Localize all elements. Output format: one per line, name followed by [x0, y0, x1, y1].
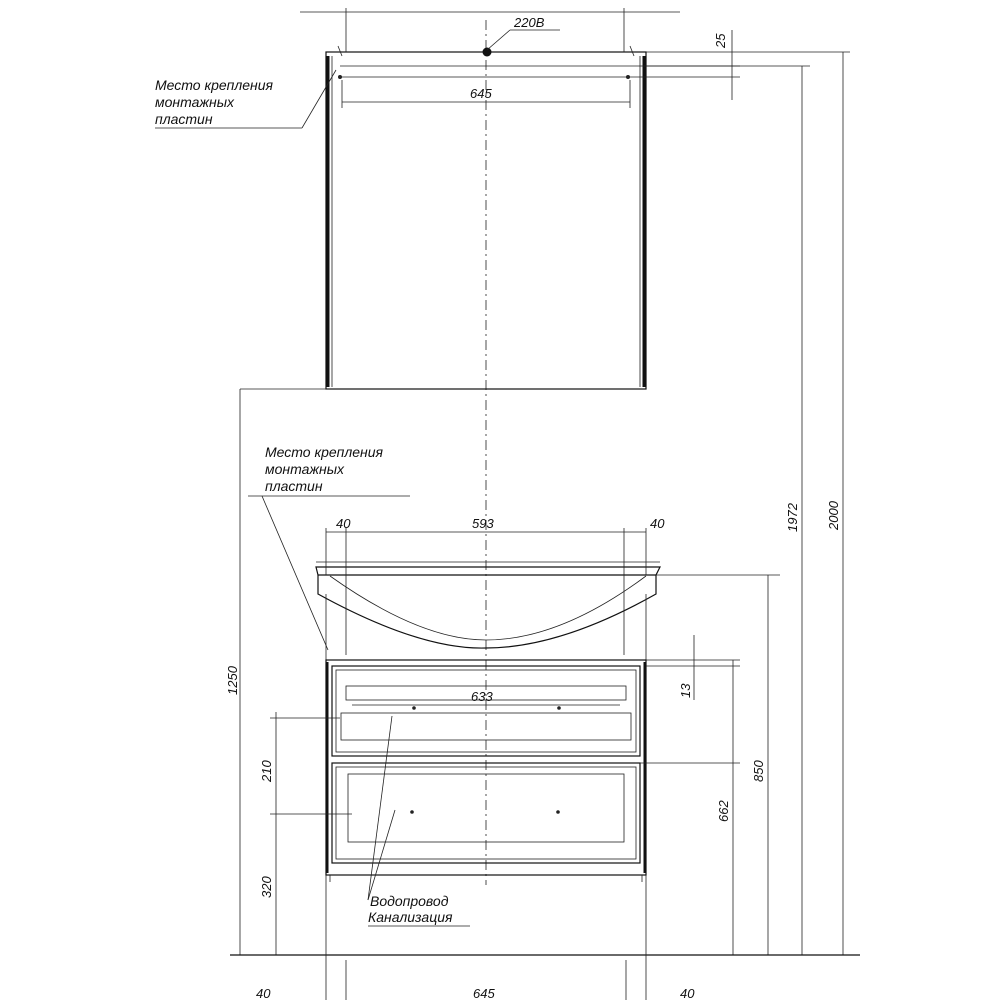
dim-drain-320: 320 — [259, 876, 274, 898]
svg-text:Место крепления: Место крепления — [155, 77, 274, 93]
svg-text:пластин: пластин — [265, 478, 323, 494]
dim-basin-right: 40 — [650, 516, 665, 531]
dim-total-height-mirror: 1972 — [785, 503, 800, 532]
pipes-label — [368, 716, 470, 926]
dim-basin-left: 40 — [336, 516, 351, 531]
top-mount-label — [155, 70, 336, 128]
dim-bottom-center: 645 — [473, 986, 495, 1000]
svg-text:Канализация: Канализация — [368, 909, 453, 925]
dim-mirror-mount-width: 645 — [470, 86, 492, 101]
dim-bottom-right: 40 — [680, 986, 695, 1000]
dim-height-850: 850 — [751, 760, 766, 782]
dim-drawer-width: 633 — [471, 689, 493, 704]
mid-mount-label — [248, 444, 410, 650]
power-point — [483, 48, 492, 57]
power-label: 220В — [514, 15, 545, 30]
dim-height-662: 662 — [716, 800, 731, 822]
dim-mirror-gap: 25 — [713, 33, 728, 48]
dim-gap-13: 13 — [678, 683, 693, 698]
dim-drain-210: 210 — [259, 760, 274, 782]
dim-basin-center: 593 — [472, 516, 494, 531]
svg-text:монтажных: монтажных — [155, 94, 235, 110]
svg-text:Водопровод: Водопровод — [370, 893, 449, 909]
basin — [316, 562, 660, 660]
dim-floor-to-top: 1250 — [225, 666, 240, 695]
svg-text:пластин: пластин — [155, 111, 213, 127]
svg-text:Место крепления: Место крепления — [265, 444, 384, 460]
dim-bottom-left: 40 — [256, 986, 271, 1000]
dim-total-height: 2000 — [826, 501, 841, 530]
svg-text:монтажных: монтажных — [265, 461, 345, 477]
